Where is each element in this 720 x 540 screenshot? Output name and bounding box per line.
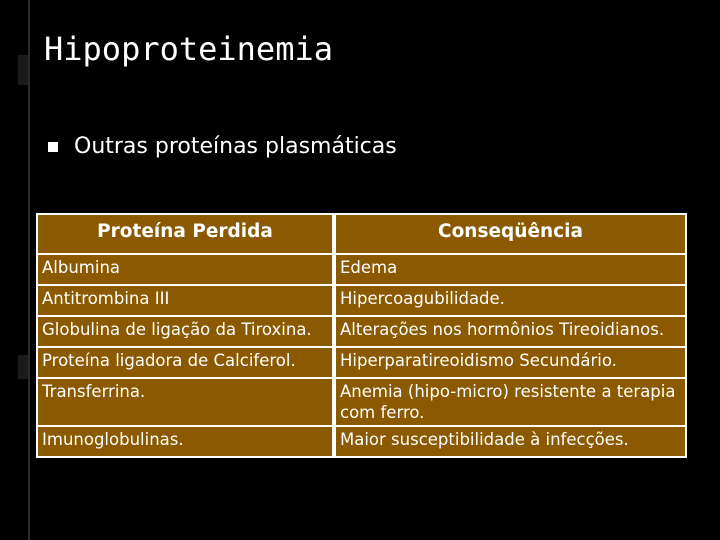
cell-protein: Globulina de ligação da Tiroxina. [38,317,336,348]
table-row [38,348,685,379]
bullet-text: Outras proteínas plasmáticas [74,134,397,159]
cell-consequence: Hipercoagubilidade. [336,286,685,317]
square-bullet-icon [48,142,58,152]
left-accent-block-top [18,55,28,85]
cell-protein: Transferrina. [38,379,336,427]
left-accent-rule [28,0,30,540]
cell-protein: Imunoglobulinas. [38,427,336,456]
header-consequence: Conseqüência [336,215,685,255]
cell-consequence: Edema [336,255,685,286]
cell-protein: Albumina [38,255,336,286]
table-row [38,317,685,348]
header-protein-lost: Proteína Perdida [38,215,336,255]
cell-protein: Antitrombina III [38,286,336,317]
table-row [38,255,685,286]
table-row [38,427,685,456]
table-row [38,286,685,317]
cell-consequence: Anemia (hipo-micro) resistente a terapia com ferro. [336,379,685,427]
cell-consequence: Hiperparatireoidismo Secundário. [336,348,685,379]
left-accent-block-bottom [18,355,28,379]
cell-consequence: Maior susceptibilidade à infecções. [336,427,685,456]
protein-table [36,213,687,458]
slide-title: Hipoproteinemia [44,30,333,68]
table-header-row [38,215,685,255]
table-row [38,379,685,427]
cell-protein: Proteína ligadora de Calciferol. [38,348,336,379]
bullet-item [48,134,397,159]
cell-consequence: Alterações nos hormônios Tireoidianos. [336,317,685,348]
